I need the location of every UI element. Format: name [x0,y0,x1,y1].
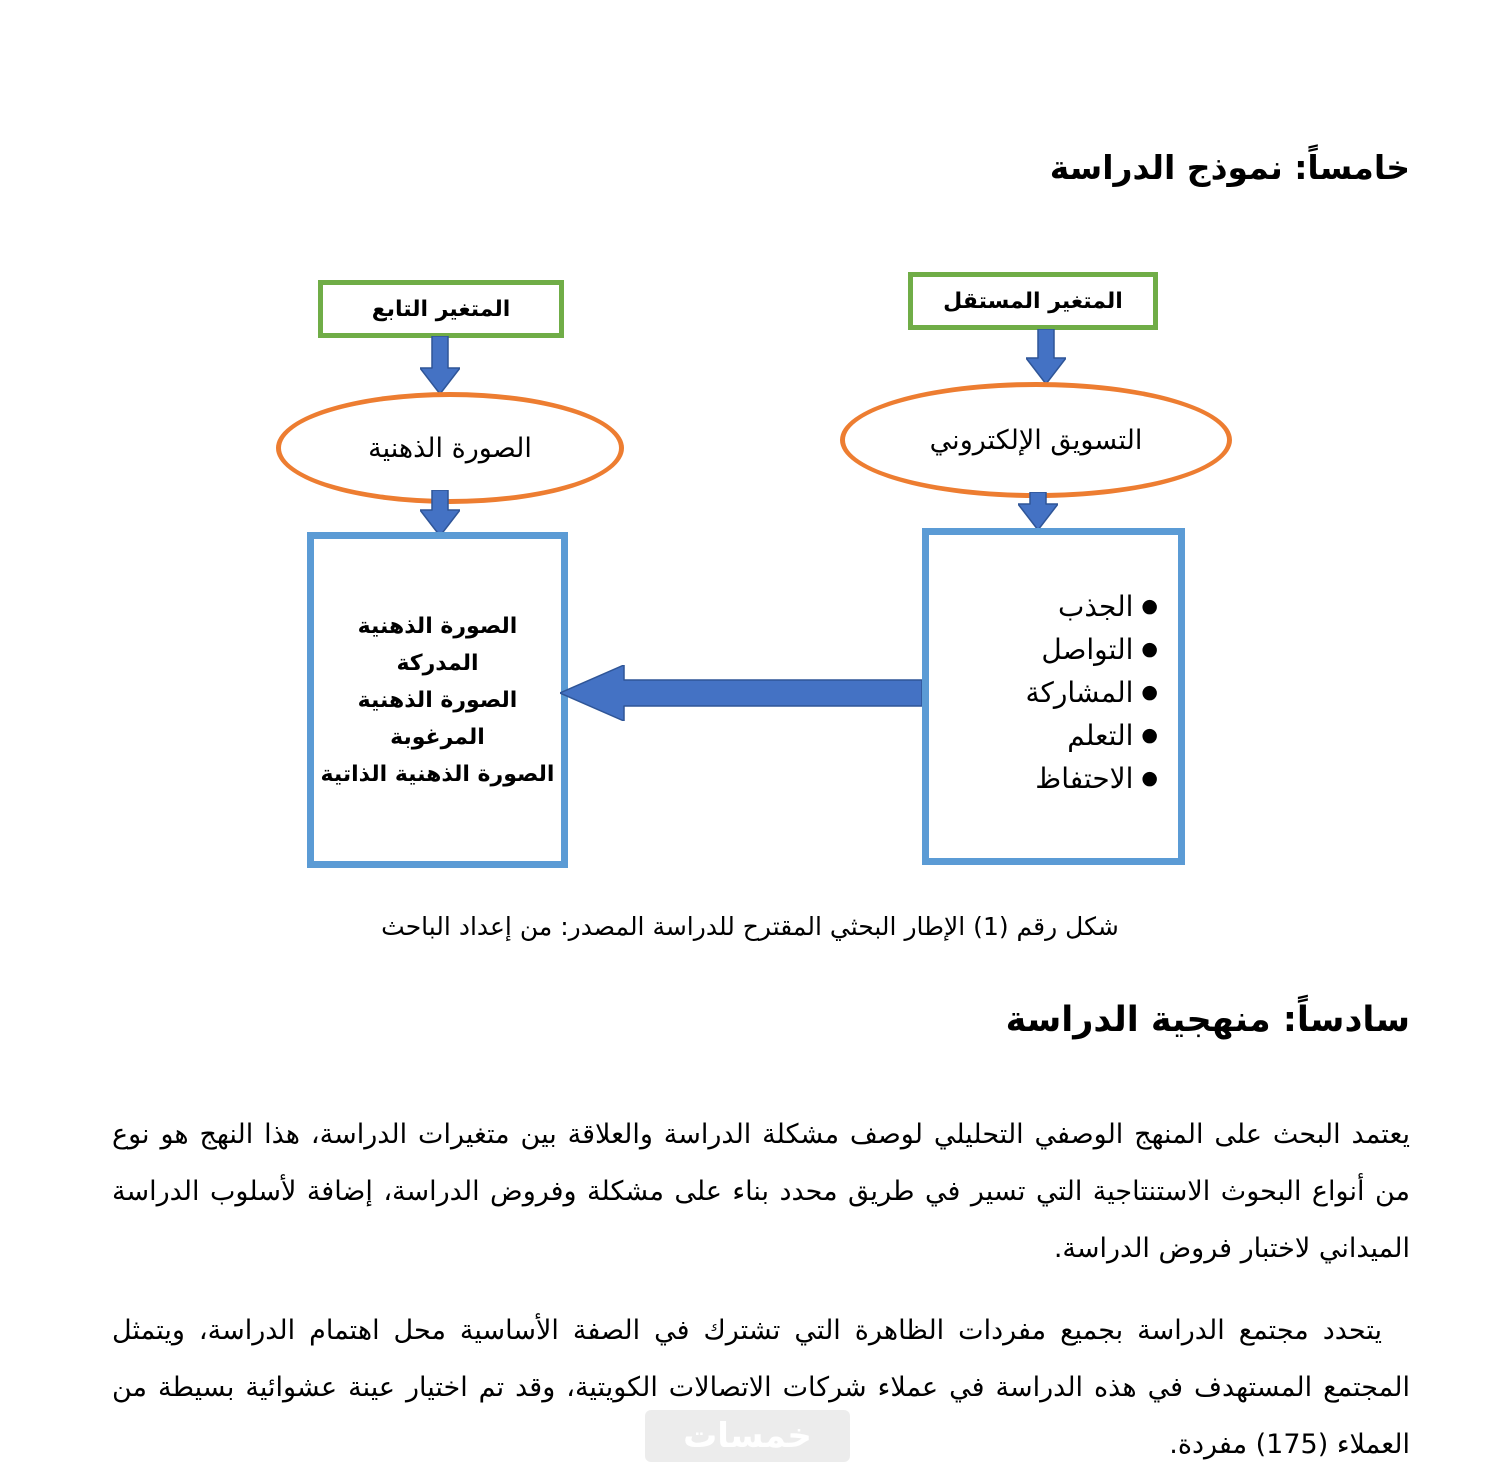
bullet-icon: ● [1141,595,1158,617]
bullet-icon: ● [1141,767,1158,789]
e-marketing-component-label: الاحتفاظ [1035,762,1134,795]
mental-image-label: الصورة الذهنية [368,432,532,464]
list-item [929,628,1158,671]
dependent-variable-box [318,280,564,338]
mental-image-type: الصورة الذهنية الذاتية [320,761,555,787]
mental-image-ellipse [276,392,624,504]
e-marketing-ellipse [840,382,1232,498]
bullet-icon: ● [1141,638,1158,660]
independent-arrow-down-icon [1026,329,1066,384]
mental-image-arrow-down-icon [420,490,460,536]
e-marketing-component-label: المشاركة [1025,676,1134,709]
mental-image-type: الصورة الذهنية المدركة [357,613,518,676]
e-marketing-to-mental-image-arrow-icon [560,665,922,721]
methodology-paragraph-2: يتحدد مجتمع الدراسة بجميع مفردات الظاهرة التي تشترك في الصفة الأساسية محل اهتمام الدراسة، ويتمثل المجتمع المستهدف في هذه الدراسة في عملاء شركات الاتصالات الكويتية، وقد تم اختيار عينة عشوائية بسيطة من العملاء (175) مفردة. [112,1315,1410,1460]
watermark: خمسات [645,1410,850,1462]
methodology-paragraph-1: يعتمد البحث على المنهج الوصفي التحليلي لوصف مشكلة الدراسة والعلاقة بين متغيرات الدراسة، هذا النهج هو نوع من أنواع البحوث الاستنتاجية التي تسير في طريق محدد بناء على مشكلة وفروض الدراسة، إضافة لأسلوب الدراسة الميداني لاختبار فروض الدراسة. [112,1119,1410,1264]
figure-caption: شكل رقم (1) الإطار البحثي المقترح للدراسة المصدر: من إعداد الباحث [381,912,1119,941]
mental-image-type: الصورة الذهنية المرغوبة [357,687,518,750]
e-marketing-component-label: الجذب [1057,590,1134,623]
bullet-icon: ● [1141,724,1158,746]
bullet-icon: ● [1141,681,1158,703]
e-marketing-component-label: التعلم [1067,719,1134,752]
independent-variable-label: المتغير المستقل [943,288,1123,314]
dependent-variable-label: المتغير التابع [371,296,511,322]
section-five-heading: خامساً: نموذج الدراسة [1049,148,1410,187]
list-item [929,714,1158,757]
e-marketing-arrow-down-icon [1018,492,1058,530]
list-item [929,757,1158,800]
independent-variable-box [908,272,1158,330]
e-marketing-label: التسويق الإلكتروني [929,424,1143,456]
list-item [929,671,1158,714]
list-item [929,585,1158,628]
e-marketing-components-box [922,528,1185,865]
mental-image-types-box [307,532,568,868]
e-marketing-component-label: التواصل [1041,633,1134,666]
dependent-arrow-down-icon [420,336,460,394]
section-six-heading: سادساً: منهجية الدراسة [1005,1000,1410,1040]
